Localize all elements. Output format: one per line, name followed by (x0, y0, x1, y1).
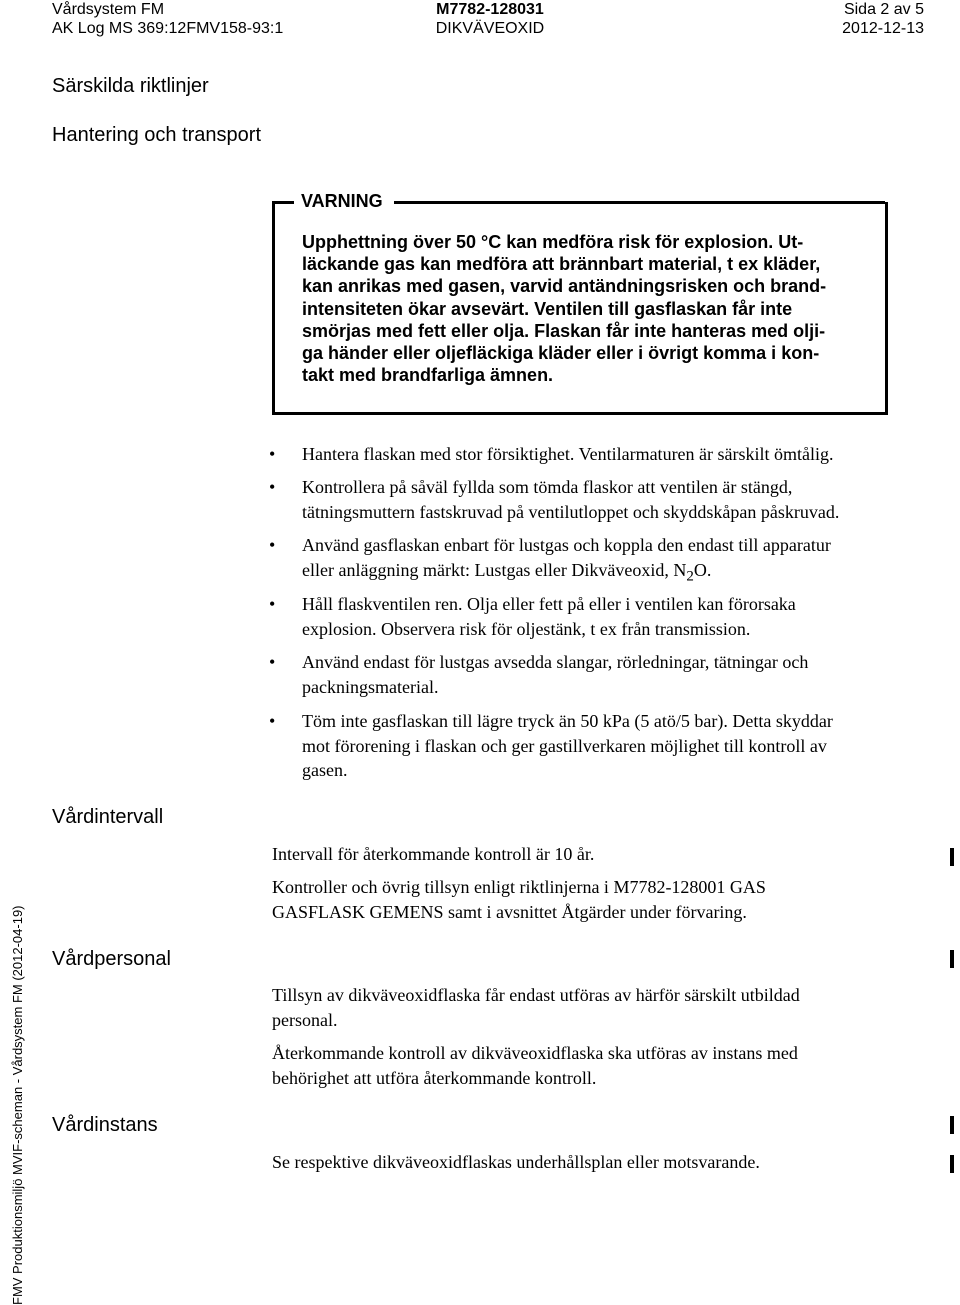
vardpersonal-text-1-line: Tillsyn av dikväveoxidflaska får endast utföras av härför särskilt utbildad (272, 985, 800, 1005)
warning-text (302, 231, 862, 386)
header-date: 2012-12-13 (842, 20, 924, 37)
vardinstans-label: Vårdinstans (52, 1114, 158, 1136)
vardpersonal-label: Vårdpersonal (52, 948, 171, 970)
list-item-line: Håll flaskventilen ren. Olja eller fett på eller i ventilen kan förorsaka (302, 594, 796, 614)
vardpersonal-text-2-line: behörighet att utföra återkommande kontroll. (272, 1067, 597, 1088)
header-doc-number: M7782-128031 (436, 1, 544, 18)
list-item-line: explosion. Observera risk för oljestänk, t ex från transmission. (302, 618, 751, 639)
warning-line: ga händer eller oljefläckiga kläder eller i övrigt komma i kon- (302, 343, 820, 364)
subsection-title: Hantering och transport (52, 124, 262, 146)
warning-line: intensiteten ökar avsevärt. Ventilen till gasflaskan får inte (302, 298, 793, 319)
warning-line: läckande gas kan medföra att brännbart material, t ex kläder, (302, 254, 821, 275)
change-bar (950, 1116, 954, 1134)
warning-title: VARNING (301, 191, 383, 211)
list-item-line: mot förorening i flaskan och ger gastillverkaren möjlighet till kontroll av (302, 735, 827, 756)
vardintervall-label: Vårdintervall (52, 806, 164, 828)
warning-line: takt med brandfarliga ämnen. (302, 365, 554, 386)
warning-line: smörjas med fett eller olja. Flaskan får inte hanteras med olji- (302, 320, 826, 341)
header-left (52, 0, 283, 38)
header-right (842, 0, 924, 38)
section-title: Särskilda riktlinjer (52, 75, 209, 97)
header-page: Sida 2 av 5 (843, 1, 924, 18)
list-item-line: Använd endast för lustgas avsedda slangar, rörledningar, tätningar och (302, 652, 809, 672)
bullet-icon: • (269, 444, 276, 464)
header-center (420, 0, 560, 38)
side-footer-text: FMV Produktionsmiljö MVIF-scheman - Vårdsystem FM (2012-04-19) (10, 905, 25, 1305)
vardintervall-text-2 (272, 875, 766, 924)
vardintervall-text-1: Intervall för återkommande kontroll är 10 år. (272, 844, 595, 864)
vardpersonal-text-1 (272, 983, 800, 1032)
subscript: 2 (686, 568, 694, 585)
bullet-icon: • (269, 477, 276, 497)
vardinstans-text-1: Se respektive dikväveoxidflaskas underhållsplan eller motsvarande. (272, 1152, 760, 1172)
vardintervall-text-2-line: GASFLASK GEMENS samt i avsnittet Åtgärder under förvaring. (272, 901, 747, 922)
list-item-line: Kontrollera på såväl fyllda som tömda flaskor att ventilen är stängd, (302, 477, 793, 497)
list-item-line: Hantera flaskan med stor försiktighet. Ventilarmaturen är särskilt ömtålig. (302, 444, 834, 464)
bullet-icon: • (269, 652, 276, 672)
bullet-icon: • (269, 594, 276, 614)
list-item-line: gasen. (302, 760, 348, 780)
change-bar (950, 950, 954, 968)
warning-line: Upphettning över 50 °C kan medföra risk för explosion. Ut- (302, 232, 804, 252)
change-bar (950, 1155, 954, 1173)
vardintervall-text-2-line: Kontroller och övrig tillsyn enligt riktlinjerna i M7782-128001 GAS (272, 877, 766, 897)
list-item-line: eller anläggning märkt: Lustgas eller Dikväveoxid, $N_2O$. (302, 559, 712, 585)
list-item-line: tätningsmuttern fastskruvad på ventilutloppet och skyddskåpan påskruvad. (302, 501, 840, 522)
header-doc-title: DIKVÄVEOXID (435, 20, 545, 37)
list-item-line: Använd gasflaskan enbart för lustgas och koppla den endast till apparatur (302, 535, 831, 555)
warning-line: kan anrikas med gasen, varvid antändningsrisken och brand- (302, 276, 827, 297)
list-item-line: packningsmaterial. (302, 676, 439, 697)
list-item-line: Töm inte gasflaskan till lägre tryck än 50 kPa (5 atö/5 bar). Detta skyddar (302, 711, 833, 731)
vardpersonal-text-2-line: Återkommande kontroll av dikväveoxidflaska ska utföras av instans med (272, 1043, 798, 1063)
vardpersonal-text-1-line: personal. (272, 1009, 338, 1030)
vardpersonal-text-2 (272, 1041, 798, 1090)
bullet-icon: • (269, 535, 276, 555)
bullet-icon: • (269, 711, 276, 731)
change-bar (950, 848, 954, 866)
header-ak-log: AK Log MS 369:12FMV158-93:1 (52, 20, 284, 37)
header-system: Vårdsystem FM (52, 1, 165, 18)
